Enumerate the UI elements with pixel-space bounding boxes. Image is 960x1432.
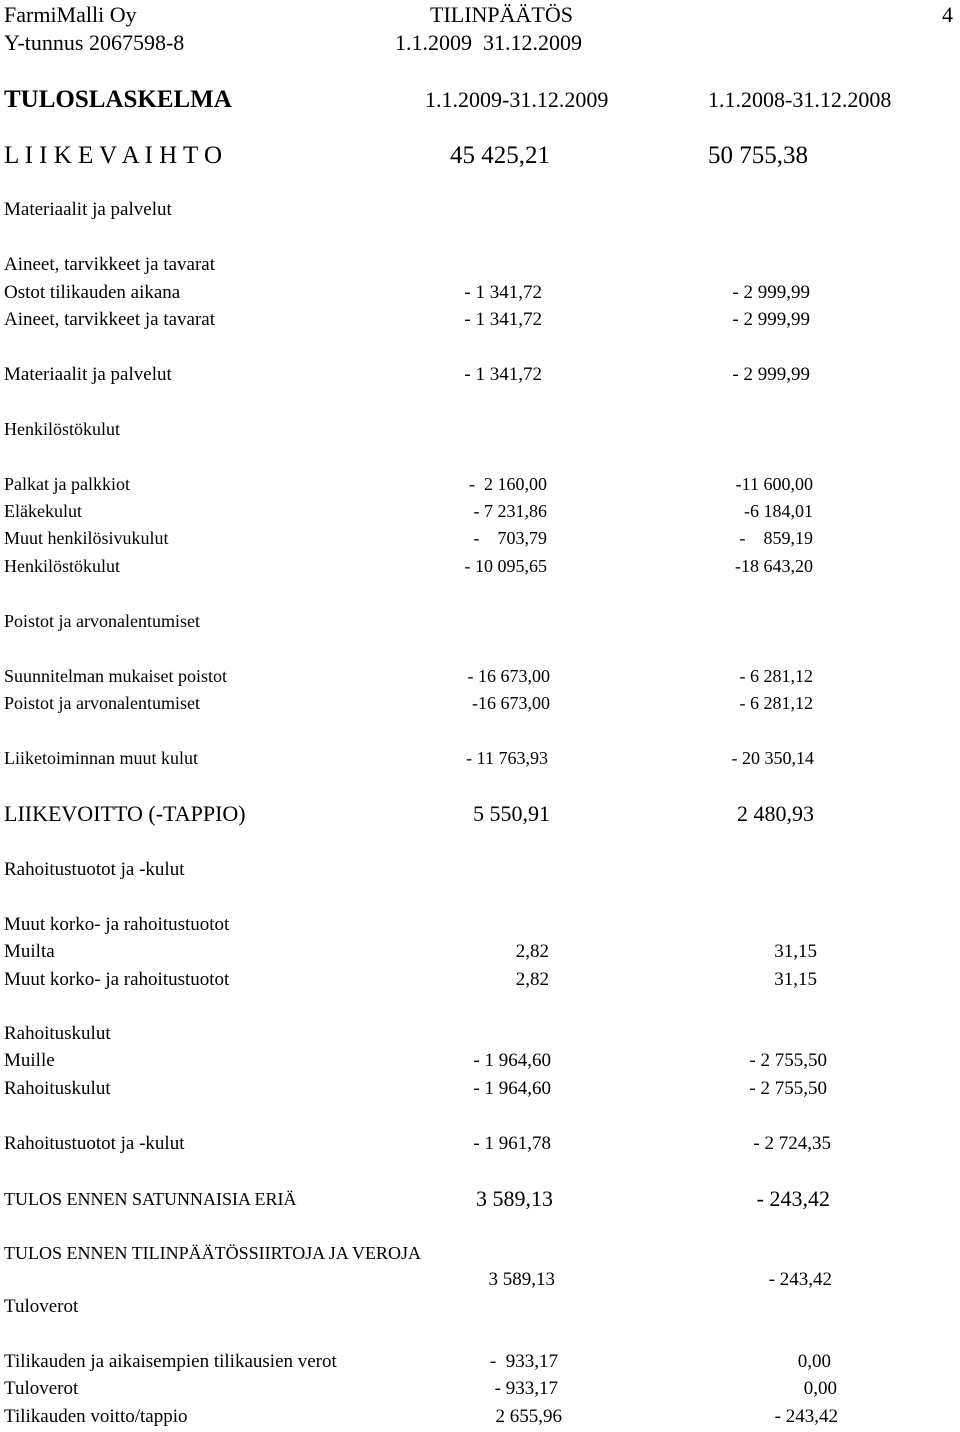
business-id: Y-tunnus 2067598-8: [4, 30, 185, 55]
row-label: Muilta: [4, 941, 55, 962]
row-label: L I I K E V A I H T O: [4, 142, 223, 169]
row-previous: - 243,42: [774, 1406, 838, 1427]
row-current: - 1 964,60: [473, 1050, 551, 1071]
section-heading: Henkilöstökulut: [4, 419, 120, 439]
row-current: - 933,17: [494, 1378, 558, 1399]
row-current: 3 589,13: [488, 1269, 555, 1290]
row-label: TULOS ENNEN SATUNNAISIA ERIÄ: [4, 1189, 297, 1209]
row-current: - 1 961,78: [473, 1133, 551, 1154]
row-current: 2 655,96: [495, 1406, 562, 1427]
section-heading: Aineet, tarvikkeet ja tavarat: [4, 254, 216, 275]
row-previous: - 20 350,14: [731, 748, 814, 768]
row-current: 2,82: [515, 969, 549, 990]
row-previous: -6 184,01: [744, 501, 813, 521]
row-previous: 0,00: [803, 1378, 837, 1399]
row-previous: 31,15: [774, 941, 817, 962]
row-previous: - 2 999,99: [732, 282, 810, 303]
row-label: Liiketoiminnan muut kulut: [4, 748, 198, 768]
row-current: -16 673,00: [472, 693, 550, 713]
row-label: Palkat ja palkkiot: [4, 474, 130, 494]
statement-title: TULOSLASKELMA: [4, 86, 232, 113]
row-previous: - 243,42: [768, 1269, 832, 1290]
row-current: - 16 673,00: [467, 666, 550, 686]
row-label: Suunnitelman mukaiset poistot: [4, 666, 227, 686]
row-previous: -11 600,00: [735, 474, 813, 494]
row-label: LIIKEVOITTO (-TAPPIO): [4, 801, 246, 826]
row-previous: - 859,19: [739, 528, 813, 548]
row-current: 5 550,91: [473, 801, 550, 826]
row-label: Eläkekulut: [4, 501, 82, 521]
row-previous: 31,15: [774, 969, 817, 990]
row-label: Tilikauden voitto/tappio: [4, 1406, 188, 1427]
period-current-header: 1.1.2009-31.12.2009: [425, 87, 609, 112]
row-current: - 703,79: [473, 528, 547, 548]
section-heading: Tuloverot: [4, 1296, 79, 1317]
row-current: - 1 341,72: [464, 282, 542, 303]
row-previous: 2 480,93: [737, 801, 814, 826]
period-previous-header: 1.1.2008-31.12.2008: [708, 87, 892, 112]
row-current: - 11 763,93: [466, 748, 548, 768]
row-current: - 1 341,72: [464, 364, 542, 385]
row-current: - 1 964,60: [473, 1078, 551, 1099]
row-previous: - 6 281,12: [739, 693, 813, 713]
section-heading: Muut korko- ja rahoitustuotot: [4, 914, 230, 935]
row-current: - 2 160,00: [469, 474, 547, 494]
row-current: - 7 231,86: [473, 501, 547, 521]
row-label: Muut korko- ja rahoitustuotot: [4, 969, 230, 990]
row-previous: - 2 724,35: [753, 1133, 831, 1154]
row-label: Muut henkilösivukulut: [4, 528, 169, 548]
section-heading: Materiaalit ja palvelut: [4, 199, 172, 220]
row-current: 3 589,13: [476, 1186, 553, 1211]
row-current: - 10 095,65: [464, 556, 547, 576]
section-heading: Poistot ja arvonalentumiset: [4, 611, 200, 631]
row-label: Poistot ja arvonalentumiset: [4, 693, 200, 713]
row-previous: - 2 999,99: [732, 364, 810, 385]
company-name: FarmiMalli Oy: [4, 2, 137, 27]
row-previous: 50 755,38: [708, 142, 808, 169]
row-label: Rahoituskulut: [4, 1078, 111, 1099]
row-label: Henkilöstökulut: [4, 556, 120, 576]
section-heading: Rahoituskulut: [4, 1023, 111, 1044]
row-previous: - 6 281,12: [739, 666, 813, 686]
row-label: Tuloverot: [4, 1378, 79, 1399]
row-label: Materiaalit ja palvelut: [4, 364, 172, 385]
row-current: - 933,17: [489, 1351, 558, 1372]
row-label: Muille: [4, 1050, 55, 1071]
row-previous: - 2 999,99: [732, 309, 810, 330]
row-previous: - 2 755,50: [749, 1050, 827, 1071]
row-current: 45 425,21: [450, 142, 550, 169]
document-period: 1.1.2009 31.12.2009: [395, 30, 582, 55]
row-previous: -18 643,20: [735, 556, 813, 576]
row-previous: - 243,42: [756, 1186, 830, 1211]
section-heading: TULOS ENNEN TILINPÄÄTÖSSIIRTOJA JA VEROJA: [4, 1243, 421, 1263]
section-heading: Rahoitustuotot ja -kulut: [4, 859, 185, 880]
document-title: TILINPÄÄTÖS: [430, 2, 573, 27]
row-label: Ostot tilikauden aikana: [4, 282, 181, 303]
row-current: 2,82: [515, 941, 549, 962]
row-previous: 0,00: [797, 1351, 831, 1372]
row-current: - 1 341,72: [464, 309, 542, 330]
row-label: Tilikauden ja aikaisempien tilikausien verot: [4, 1351, 337, 1372]
page-number: 4: [942, 2, 953, 27]
row-label: Rahoitustuotot ja -kulut: [4, 1133, 185, 1154]
row-previous: - 2 755,50: [749, 1078, 827, 1099]
row-label: Aineet, tarvikkeet ja tavarat: [4, 309, 216, 330]
